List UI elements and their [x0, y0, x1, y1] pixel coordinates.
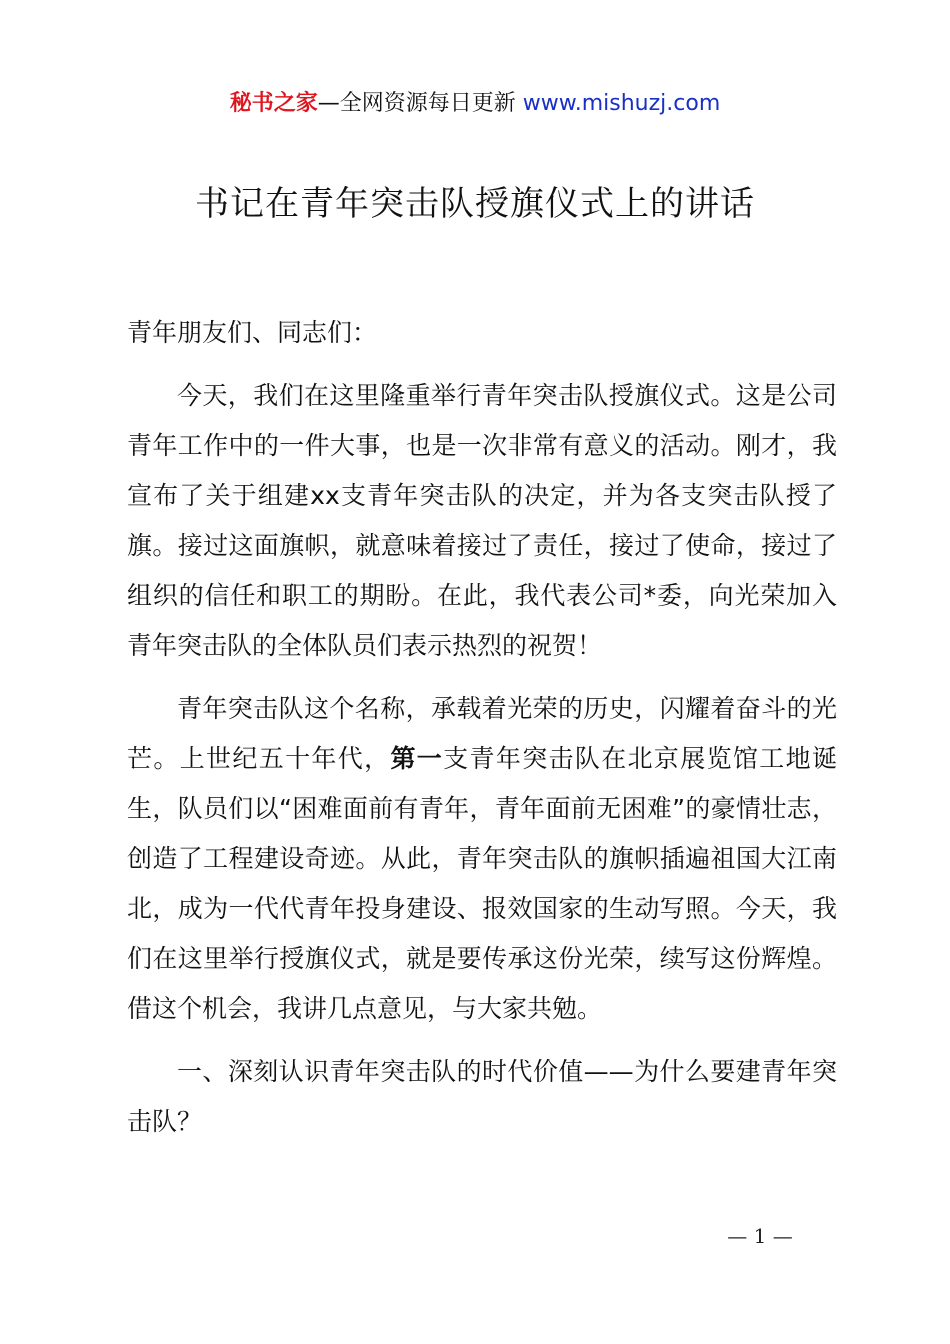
paragraph-1: 今天，我们在这里隆重举行青年突击队授旗仪式。这是公司青年工作中的一件大事，也是一次非常有意义的活动。刚才，我宣布了关于组建xx支青年突击队的决定，并为各支突击队授了旗。接过这面旗帜，就意味着接过了责任，接过了使命，接过了组织的信任和职工的期盼。在此，我代表公司*委，向光荣加入青年突击队的全体队员们表示热烈的祝贺！	[127, 381, 837, 660]
paragraph-2-part-1: 青年突击队这个名称，承载着光荣的历史，闪耀着奋斗的光芒。上世纪五十年代，	[127, 694, 837, 773]
site-header	[0, 88, 950, 120]
section-heading-1: 一、深刻认识青年突击队的时代价值——为什么要建青年突击队？	[127, 1057, 837, 1136]
paragraph-2-bold: 第一	[390, 744, 444, 773]
document-body	[127, 308, 837, 1160]
salutation: 青年朋友们、同志们：	[127, 318, 378, 347]
site-brand: 秘书之家	[229, 91, 318, 116]
paragraph-2	[127, 684, 837, 1034]
paragraph-2-part-2: 支青年突击队在北京展览馆工地诞生，队员们以“困难面前有青年，青年面前无困难”的豪情壮志，创造了工程建设奇迹。从此，青年突击队的旗帜插遍祖国大江南北，成为一代代青年投身建设、报效国家的生动写照。今天，我们在这里举行授旗仪式，就是要传承这份光荣，续写这份辉煌。借这个机会，我讲几点意见，与大家共勉。	[127, 744, 837, 1023]
site-url-link[interactable]: www.mishuzj.com	[522, 91, 721, 116]
document-title: 书记在青年突击队授旗仪式上的讲话	[195, 184, 755, 224]
site-tagline: —全网资源每日更新	[317, 91, 523, 116]
page-number: — 1 —	[727, 1224, 793, 1248]
